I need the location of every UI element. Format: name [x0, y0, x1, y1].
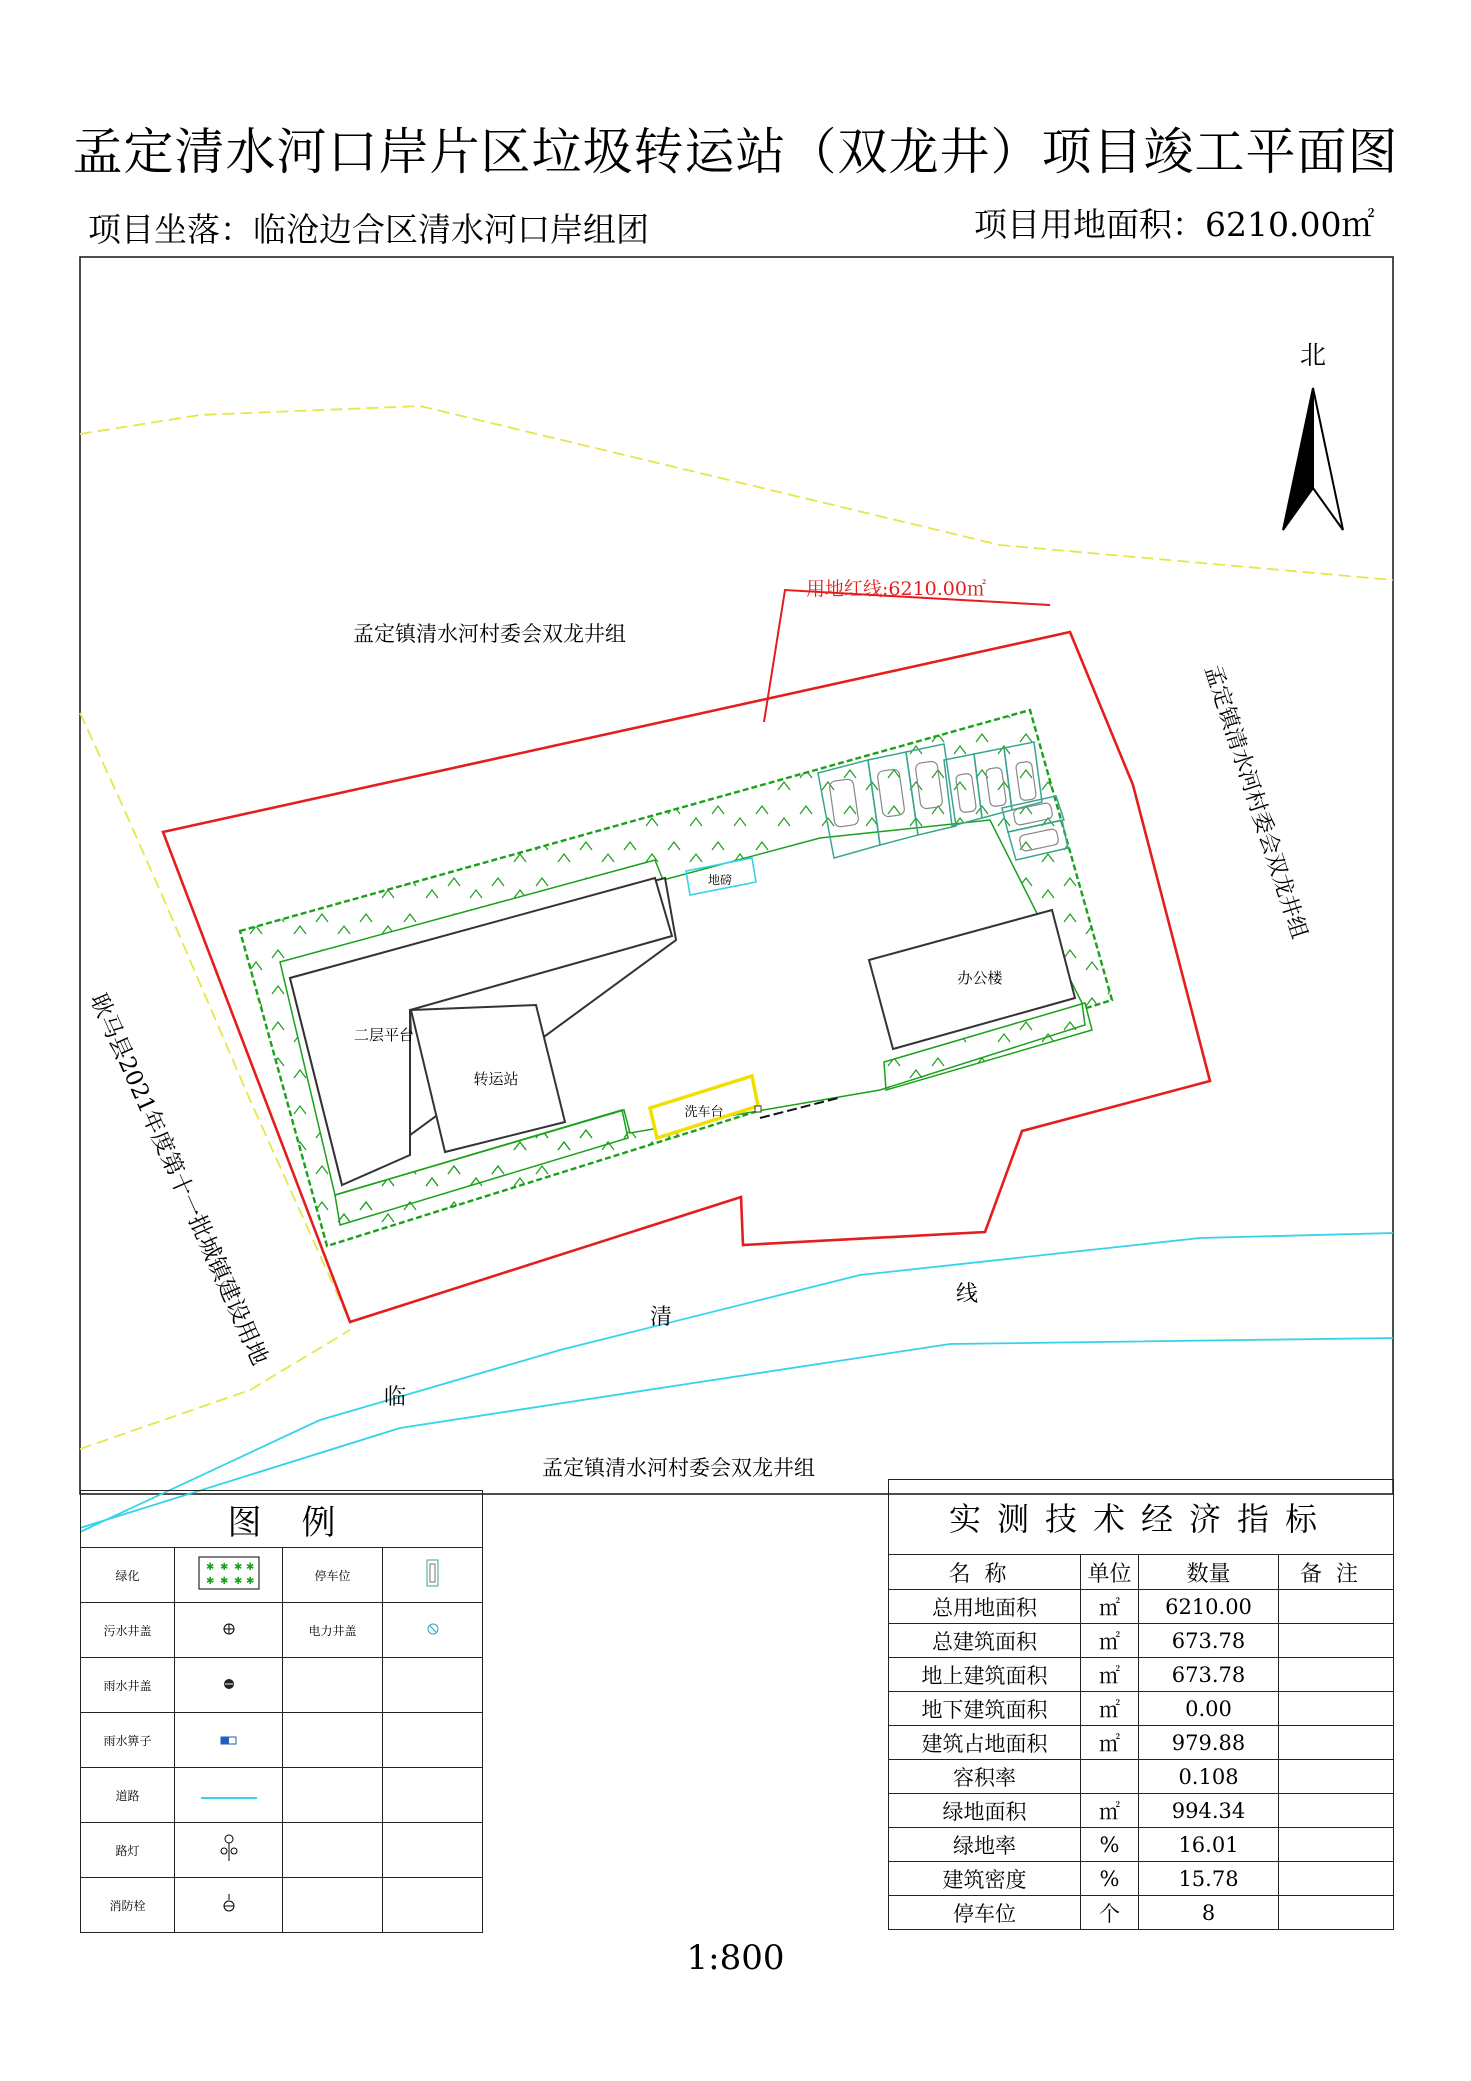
greenery-symbol-icon: [175, 1548, 283, 1603]
legend-label: 绿化: [81, 1548, 175, 1603]
street-lamp-symbol-icon: [175, 1823, 283, 1878]
table-row: [889, 1658, 1394, 1692]
row-note: [1279, 1658, 1394, 1692]
row-value: 16.01: [1139, 1828, 1279, 1862]
parking-symbol-icon: [383, 1548, 483, 1603]
legend-label: 路灯: [81, 1823, 175, 1878]
east-neighbor-label: 孟定镇清水河村委会双龙井组: [1199, 662, 1312, 942]
svg-text:✱: ✱: [233, 1562, 242, 1573]
row-note: [1279, 1828, 1394, 1862]
row-name: 建筑占地面积: [889, 1726, 1081, 1760]
south-neighbor-label: 孟定镇清水河村委会双龙井组: [542, 1456, 815, 1480]
row-note: [1279, 1794, 1394, 1828]
office-label: 办公楼: [957, 969, 1003, 987]
sewage-cover-symbol-icon: [175, 1603, 283, 1658]
table-row: [889, 1624, 1394, 1658]
row-value: 673.78: [1139, 1624, 1279, 1658]
row-name: 容积率: [889, 1760, 1081, 1794]
indicators-title: 实测技术经济指标: [889, 1480, 1394, 1555]
table-row: [889, 1590, 1394, 1624]
row-value: 0.108: [1139, 1760, 1279, 1794]
legend-title: 图例: [81, 1491, 483, 1548]
svg-text:✱: ✱: [219, 1562, 228, 1573]
project-location: 项目坐落：临沧边合区清水河口岸组团: [88, 210, 649, 249]
row-note: [1279, 1760, 1394, 1794]
table-row: [889, 1862, 1394, 1896]
svg-text:✱: ✱: [245, 1576, 254, 1587]
svg-text:✱: ✱: [233, 1576, 242, 1587]
row-name: 绿地面积: [889, 1794, 1081, 1828]
scale-label: 1:800: [686, 1938, 785, 1978]
row-name: 地下建筑面积: [889, 1692, 1081, 1726]
road-label-3: 线: [956, 1282, 979, 1307]
road-symbol-icon: [175, 1768, 283, 1823]
row-value: 8: [1139, 1896, 1279, 1930]
row-name: 停车位: [889, 1896, 1081, 1930]
column-header: 备注: [1279, 1555, 1394, 1590]
road-label-2: 清: [650, 1305, 673, 1330]
washing-label: 洗车台: [684, 1105, 724, 1120]
legend-label: 电力井盖: [283, 1603, 383, 1658]
row-unit: %: [1081, 1828, 1139, 1862]
column-header: 数量: [1139, 1555, 1279, 1590]
row-name: 总用地面积: [889, 1590, 1081, 1624]
power-cover-symbol-icon: [383, 1603, 483, 1658]
transfer-station-label: 转运站: [473, 1070, 519, 1088]
table-row: [889, 1828, 1394, 1862]
legend-label: 消防栓: [81, 1878, 175, 1933]
platform-label: 二层平台: [354, 1026, 415, 1044]
indicators-table: [888, 1479, 1394, 1930]
row-value: 6210.00: [1139, 1590, 1279, 1624]
row-name: 地上建筑面积: [889, 1658, 1081, 1692]
legend-label: 污水井盖: [81, 1603, 175, 1658]
row-unit: [1081, 1760, 1139, 1794]
row-unit: ㎡: [1081, 1726, 1139, 1760]
svg-text:✱: ✱: [205, 1562, 214, 1573]
north-boundary-line: [80, 406, 1393, 580]
north-neighbor-label: 孟定镇清水河村委会双龙井组: [353, 622, 626, 646]
redline-leader: [764, 590, 1050, 722]
row-unit: 个: [1081, 1896, 1139, 1930]
legend-label: 道路: [81, 1768, 175, 1823]
svg-text:✱: ✱: [219, 1576, 228, 1587]
column-header: 名称: [889, 1555, 1081, 1590]
row-unit: ㎡: [1081, 1658, 1139, 1692]
project-area: 项目用地面积：6210.00㎡: [974, 205, 1375, 244]
svg-text:✱: ✱: [205, 1576, 214, 1587]
svg-text:✱: ✱: [245, 1562, 254, 1573]
row-unit: ㎡: [1081, 1794, 1139, 1828]
row-name: 总建筑面积: [889, 1624, 1081, 1658]
legend-table: [80, 1490, 483, 1933]
row-name: 绿地率: [889, 1828, 1081, 1862]
row-value: 673.78: [1139, 1658, 1279, 1692]
table-row: [889, 1896, 1394, 1930]
page-title: 孟定清水河口岸片区垃圾转运站（双龙井）项目竣工平面图: [72, 123, 1399, 181]
legend-label: 停车位: [283, 1548, 383, 1603]
road-label-1: 临: [384, 1385, 407, 1410]
north-label: 北: [1299, 341, 1327, 371]
legend-label: 雨水井盖: [81, 1658, 175, 1713]
south-boundary-line: [80, 1330, 350, 1449]
table-row: [889, 1726, 1394, 1760]
row-unit: ㎡: [1081, 1692, 1139, 1726]
row-unit: ㎡: [1081, 1590, 1139, 1624]
west-neighbor-label: 耿马县2021年度第十一批城镇建设用地: [84, 989, 273, 1370]
table-row: [889, 1692, 1394, 1726]
row-value: 15.78: [1139, 1862, 1279, 1896]
weighbridge-label: 地磅: [707, 873, 733, 887]
row-note: [1279, 1590, 1394, 1624]
fire-hydrant-symbol-icon: [175, 1878, 283, 1933]
table-row: [889, 1794, 1394, 1828]
row-note: [1279, 1624, 1394, 1658]
row-note: [1279, 1726, 1394, 1760]
row-note: [1279, 1862, 1394, 1896]
row-name: 建筑密度: [889, 1862, 1081, 1896]
north-arrow: [1283, 341, 1343, 530]
row-unit: ㎡: [1081, 1624, 1139, 1658]
row-unit: %: [1081, 1862, 1139, 1896]
column-header: 单位: [1081, 1555, 1139, 1590]
rain-grate-symbol-icon: [175, 1713, 283, 1768]
row-note: [1279, 1692, 1394, 1726]
row-value: 994.34: [1139, 1794, 1279, 1828]
legend-label: 雨水箅子: [81, 1713, 175, 1768]
rain-cover-symbol-icon: [175, 1658, 283, 1713]
redline-label: 用地红线:6210.00㎡: [806, 578, 986, 600]
row-value: 0.00: [1139, 1692, 1279, 1726]
row-value: 979.88: [1139, 1726, 1279, 1760]
table-row: [889, 1760, 1394, 1794]
row-note: [1279, 1896, 1394, 1930]
